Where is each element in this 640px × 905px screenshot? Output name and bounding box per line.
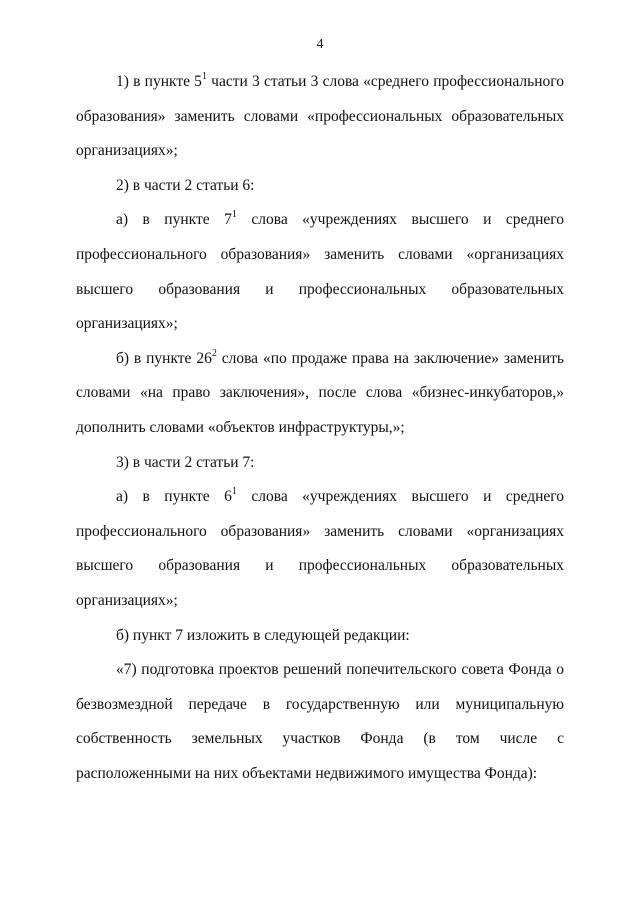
- paragraph-6: [76, 480, 564, 618]
- paragraph-5-text: 3) в части 2 статьи 7:: [116, 453, 255, 471]
- paragraph-1-superscript: 1: [201, 70, 207, 82]
- paragraph-3-text-start: а) в пункте 7: [116, 211, 232, 229]
- paragraph-6-text-end: слова «учреждениях высшего и среднего профессионального образования» заменить словами «организациях высшего образования и профессиональных образовательных организациях»;: [76, 488, 564, 609]
- paragraph-2: [76, 169, 564, 204]
- page-number: 4: [316, 37, 324, 52]
- paragraph-3-superscript: 1: [231, 209, 237, 221]
- paragraph-4-text-end: слова «по продаже права на заключение» заменить словами «на право заключения», после слова «бизнес-инкубаторов,» дополнить словами «объектов инфраструктуры,»;: [76, 349, 564, 436]
- paragraph-3: [76, 203, 564, 341]
- paragraph-1-text-start: 1) в пункте 5: [116, 73, 202, 90]
- paragraph-3-text-end: слова «учреждениях высшего и среднего профессионального образования» заменить словами «организациях высшего образования и профессиональных образовательных организациях»;: [76, 211, 564, 333]
- paragraph-6-superscript: 1: [231, 485, 237, 497]
- paragraph-1-text-end: части 3 статьи 3 слова «среднего профессионального образования» заменить словами «профессиональных образовательных организациях»;: [76, 73, 564, 160]
- paragraph-4: [76, 342, 564, 446]
- paragraph-2-text: 2) в части 2 статьи 6:: [116, 176, 255, 194]
- document-body: [76, 65, 564, 791]
- paragraph-7-text: б) пункт 7 изложить в следующей редакции:: [116, 626, 410, 644]
- paragraph-8: [76, 653, 564, 791]
- paragraph-4-superscript: 2: [211, 347, 217, 359]
- paragraph-8-text: «7) подготовка проектов решений попечительского совета Фонда о безвозмездной передаче в государственную или муниципальную собственность земельных участков Фонда (в том числе с расположенными на них объектами недвижимого имущества Фонда):: [76, 661, 564, 782]
- paragraph-7: [76, 619, 564, 654]
- paragraph-5: [76, 446, 564, 481]
- paragraph-6-text-start: а) в пункте 6: [116, 488, 232, 506]
- paragraph-4-text-start: б) в пункте 26: [116, 349, 212, 367]
- paragraph-1: [76, 65, 564, 169]
